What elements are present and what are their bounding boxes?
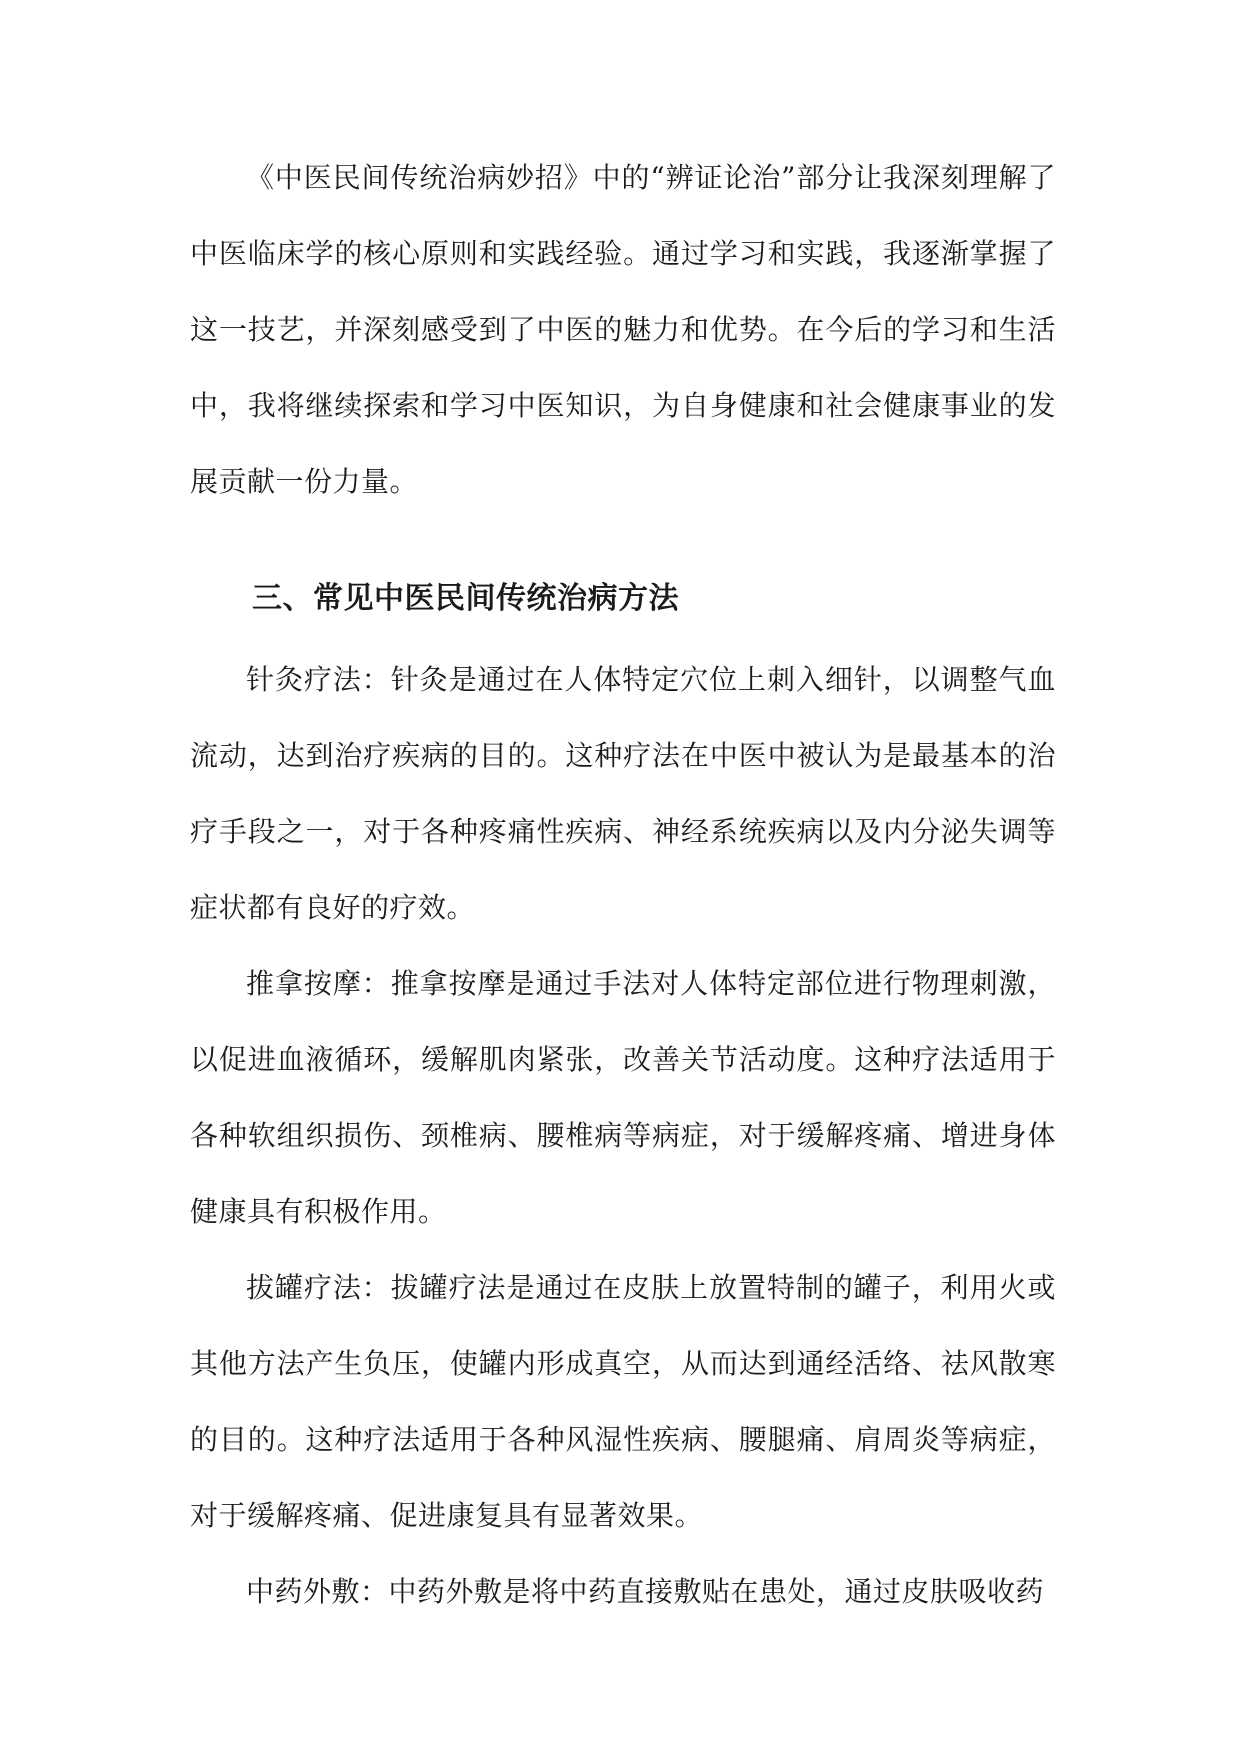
method-paragraph-cupping: 拔罐疗法：拔罐疗法是通过在皮肤上放置特制的罐子，利用火或其他方法产生负压，使罐内形成真空，从而达到通经活络、祛风散寒的目的。这种疗法适用于各种风湿性疾病、腰腿痛、肩周炎等病症，对于缓解疼痛、促进康复具有显著效果。	[190, 1271, 1056, 1532]
document-body	[190, 140, 1056, 1630]
section-heading: 三、常见中医民间传统治病方法	[252, 581, 679, 616]
method-paragraph-acupuncture: 针灸疗法：针灸是通过在人体特定穴位上刺入细针，以调整气血流动，达到治疗疾病的目的。这种疗法在中医中被认为是最基本的治疗手段之一，对于各种疼痛性疾病、神经系统疾病以及内分泌失调等症状都有良好的疗效。	[190, 663, 1056, 924]
method-paragraph-massage: 推拿按摩：推拿按摩是通过手法对人体特定部位进行物理刺激，以促进血液循环，缓解肌肉紧张，改善关节活动度。这种疗法适用于各种软组织损伤、颈椎病、腰椎病等病症，对于缓解疼痛、增进身体健康具有积极作用。	[190, 967, 1056, 1228]
method-paragraph-herbal-compress: 中药外敷：中药外敷是将中药直接敷贴在患处，通过皮肤吸收药	[246, 1575, 1045, 1608]
conclusion-paragraph: 《中医民间传统治病妙招》中的“辨证论治”部分让我深刻理解了中医临床学的核心原则和实践经验。通过学习和实践，我逐渐掌握了这一技艺，并深刻感受到了中医的魅力和优势。在今后的学习和生活中，我将继续探索和学习中医知识，为自身健康和社会健康事业的发展贡献一份力量。	[190, 161, 1056, 498]
